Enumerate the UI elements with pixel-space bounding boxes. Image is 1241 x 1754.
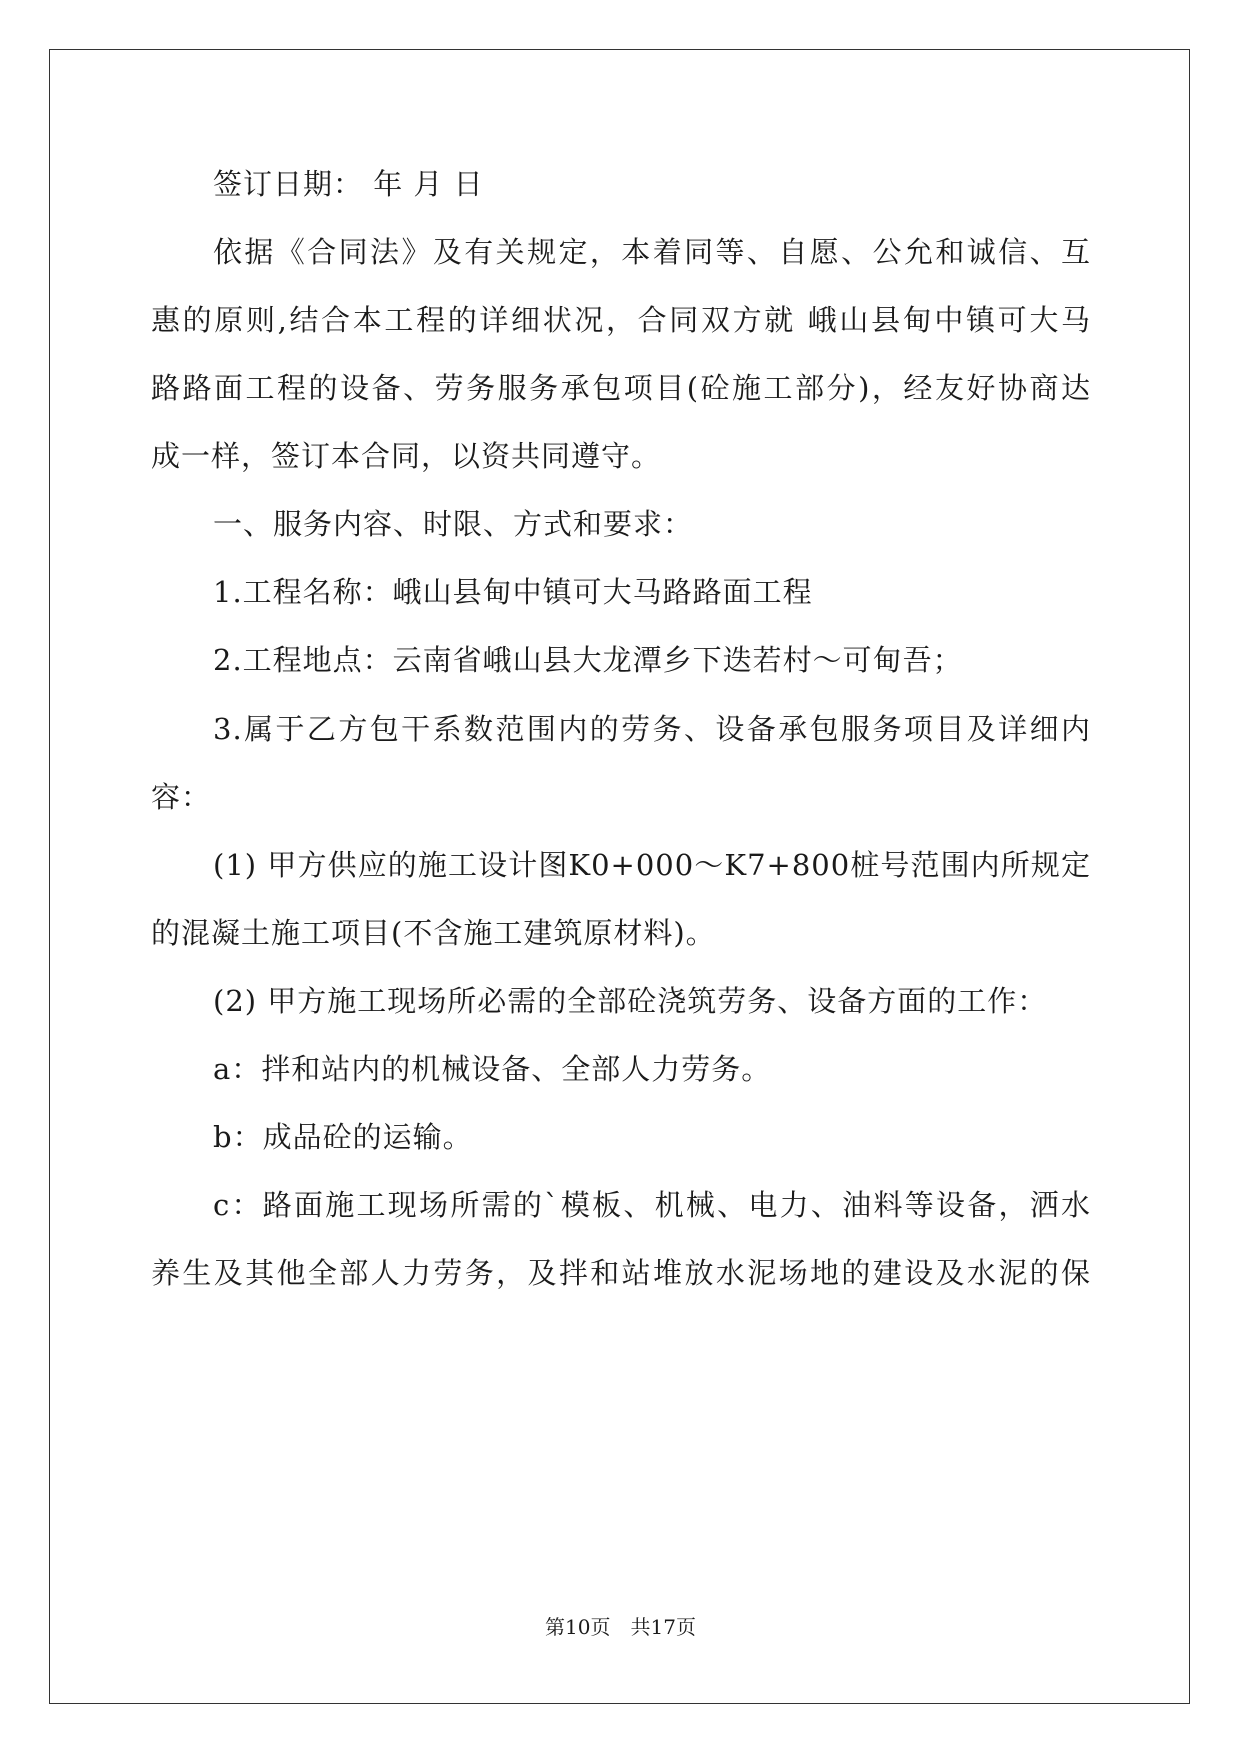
list-item: (1) 甲方供应的施工设计图K0+000～K7+800桩号范围内所规定 — [213, 848, 1091, 882]
paragraph-line: 成一样，签订本合同，以资共同遵守。 — [151, 439, 662, 473]
paragraph-line: 路路面工程的设备、劳务服务承包项目(砼施工部分)，经友好协商达 — [151, 371, 1091, 405]
list-item: (2) 甲方施工现场所必需的全部砼浇筑劳务、设备方面的工作： — [213, 984, 1048, 1018]
paragraph-line: 依据《合同法》及有关规定，本着同等、自愿、公允和诚信、互 — [213, 235, 1091, 269]
list-item: c：路面施工现场所需的`模板、机械、电力、油料等设备，洒水 — [213, 1188, 1091, 1222]
list-item: 1.工程名称：峨山县甸中镇可大马路路面工程 — [213, 575, 813, 609]
section-heading: 一、服务内容、时限、方式和要求： — [213, 507, 694, 541]
paragraph-line: 养生及其他全部人力劳务，及拌和站堆放水泥场地的建设及水泥的保 — [151, 1256, 1091, 1290]
list-item: 3.属于乙方包干系数范围内的劳务、设备承包服务项目及详细内 — [213, 712, 1091, 746]
list-item: 2.工程地点：云南省峨山县大龙潭乡下迭若村～可甸吾； — [213, 643, 963, 677]
list-item: a：拌和站内的机械设备、全部人力劳务。 — [213, 1052, 772, 1086]
signing-date-line: 签订日期： 年 月 日 — [213, 167, 484, 201]
list-item: b：成品砼的运输。 — [213, 1120, 473, 1154]
paragraph-line: 惠的原则,结合本工程的详细状况，合同双方就 峨山县甸中镇可大马 — [151, 303, 1091, 337]
paragraph-line: 的混凝土施工项目(不含施工建筑原材料)。 — [151, 916, 716, 950]
page-number-footer: 第10页 共17页 — [545, 1615, 696, 1639]
paragraph-line: 容： — [151, 780, 212, 814]
